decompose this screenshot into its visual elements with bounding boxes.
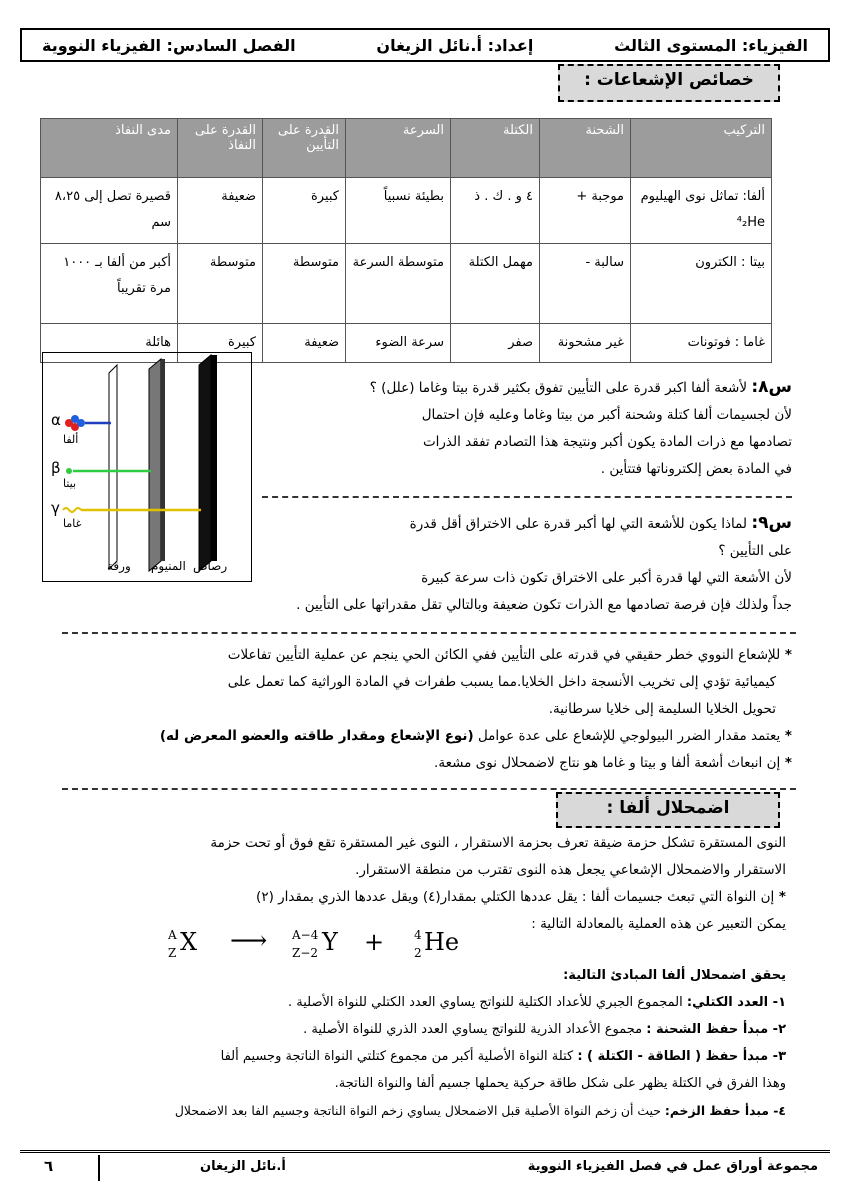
note-1-line: كيميائية تؤدي إلى تخريب الأنسجة داخل الخلايا.مما يسبب طفرات في المادة الوراثية كما تعمل على	[227, 674, 776, 690]
table-cell: غاما : فوتونات	[631, 324, 772, 363]
note-item: * إن انبعاث أشعة ألفا و بيتا و غاما هو نتاج لاضمحلال نوى مشعة.	[434, 755, 792, 771]
section-title-text: خصائص الإشعاعات :	[584, 70, 754, 90]
note-3-text: إن انبعاث أشعة ألفا و بيتا و غاما هو نتاج لاضمحلال نوى مشعة.	[434, 755, 781, 771]
principle-text: مجموع الأعداد الذرية للنواتج يساوي العدد الذري للنواة الأصلية .	[303, 1022, 643, 1037]
alpha-decay-line: * إن النواة التي تبعث جسيمات ألفا : يقل عددها الكتلي بمقدار(٤) ويقل عددها الذري بمقدار (٢)	[256, 889, 786, 905]
answer-9-line: جداً ولذلك فإن فرصة تصادمها مع الذرات تكون ضعيفة وبالتالي تقل مقدراتها على التأيين .	[296, 597, 792, 613]
atomic-number: 2	[414, 946, 422, 960]
atomic-number: Z−2	[292, 946, 319, 960]
note-1-line: للإشعاع النووي خطر حقيقي في قدرته على التأيين ففي الكائن الحي ينجم عن عملية التأيين تفاعلات	[227, 647, 781, 663]
reaction-arrow-icon: ⟶	[230, 926, 268, 956]
table-cell: موجبة +	[540, 178, 631, 244]
table-header-cell: التركيب	[631, 119, 772, 178]
question-8-block	[262, 374, 792, 483]
table-cell: سرعة الضوء	[346, 324, 451, 363]
question-8-label: س٨:	[751, 377, 792, 397]
gamma-symbol: γ	[51, 499, 60, 517]
table-cell: أكبر من ألفا بـ ١٠٠٠ مرة تقريباً	[41, 244, 178, 324]
table-header-cell: القدرة على النفاذ	[178, 119, 263, 178]
question-8-line	[262, 374, 792, 402]
table-cell: بطيئة نسبياً	[346, 178, 451, 244]
note-1-line: تحويل الخلايا السليمة إلى خلايا سرطانية.	[548, 701, 776, 717]
author-name: إعداد: أ.نائل الزيغان	[376, 35, 534, 55]
beta-symbol: β	[51, 459, 61, 477]
table-cell: صفر	[451, 324, 540, 363]
parent-nucleus	[168, 928, 198, 960]
principle-label: ٢- مبدأ حفظ الشحنة :	[646, 1022, 786, 1037]
plus-sign: +	[364, 928, 385, 956]
table-cell: ضعيفة	[263, 324, 346, 363]
alpha-symbol: α	[51, 411, 61, 429]
question-8-text: لأشعة ألفا اكبر قدرة على التأيين تفوق بكثير قدرة بيتا وغاما (علل) ؟	[369, 380, 748, 396]
table-cell: مهمل الكتلة	[451, 244, 540, 324]
table-cell: غير مشحونة	[540, 324, 631, 363]
table-row	[41, 244, 772, 324]
alpha-decay-line: النوى المستقرة تشكل حزمة ضيقة تعرف بحزمة الاستقرار ، النوى غير المستقرة تقع فوق أو تحت حزمة	[210, 835, 786, 851]
table-header-cell: مدى النفاذ	[41, 119, 178, 178]
table-row	[41, 178, 772, 244]
note-2-emphasis: (نوع الإشعاع ومقدار طاقته والعضو المعرض له)	[159, 728, 474, 744]
section-title-alpha-decay	[556, 792, 780, 828]
table-cell: قصيرة تصل إلى ٨،٢٥ سم	[41, 178, 178, 244]
alpha-decay-line: الاستقرار والاضمحلال الإشعاعي يجعل هذه النوى تقترب من منطقة الاستقرار.	[355, 862, 786, 878]
table-cell: ٤ و . ك . ذ	[451, 178, 540, 244]
table-header-cell: الشحنة	[540, 119, 631, 178]
table-cell: هائلة	[41, 324, 178, 363]
element-symbol: Y	[322, 928, 338, 956]
paper-label: ورقة	[107, 559, 131, 573]
principles-block	[30, 962, 786, 1124]
principle-label: ١- العدد الكتلي:	[686, 995, 786, 1010]
principles-title: يحقق اضمحلال ألفا المبادئ التالية:	[563, 968, 786, 983]
alpha-label: ألفا	[63, 433, 79, 446]
question-9-block	[100, 510, 792, 619]
radiation-properties-table	[40, 118, 772, 363]
question-9-line	[100, 510, 792, 538]
principle-item	[30, 1097, 786, 1124]
alpha-decay-rule: إن النواة التي تبعث جسيمات ألفا : يقل عددها الكتلي بمقدار(٤) ويقل عددها الذري بمقدار (٢)	[256, 889, 775, 905]
principle-item	[30, 1043, 786, 1070]
mass-number: A	[168, 928, 177, 942]
question-9-label: س٩:	[751, 513, 792, 533]
note-item: * للإشعاع النووي خطر حقيقي في قدرته على التأيين ففي الكائن الحي ينجم عن عملية التأيين تفاعلات	[227, 647, 792, 663]
alpha-decay-intro	[30, 830, 786, 938]
atomic-number: Z	[168, 946, 177, 960]
table-header-cell: القدرة على التأيين	[263, 119, 346, 178]
level-label: الفيزياء: المستوى الثالث	[614, 35, 808, 55]
table-cell: متوسطة السرعة	[346, 244, 451, 324]
alpha-particle-nucleus	[414, 928, 460, 960]
table-cell: كبيرة	[263, 178, 346, 244]
question-9-text: لماذا يكون للأشعة التي لها أكبر قدرة على الاختراق أقل قدرة	[409, 516, 748, 532]
principle-text: حيث أن زخم النواة الأصلية قبل الاضمحلال يساوي زخم النواة الناتجة وجسيم الفا بعد الاضمحلال	[174, 1103, 661, 1118]
footer-title: مجموعة أوراق عمل في فصل الفيزياء النووية	[527, 1159, 818, 1174]
footer-divider	[98, 1155, 100, 1181]
notes-block	[60, 642, 792, 777]
principle-label: ٤- مبدأ حفظ الزخم:	[664, 1103, 786, 1118]
table-cell: سالبة -	[540, 244, 631, 324]
table-cell: متوسطة	[263, 244, 346, 324]
note-item: * يعتمد مقدار الضرر البيولوجي للإشعاع على عدة عوامل (نوع الإشعاع ومقدار طاقته والعضو المعرض له)	[159, 728, 792, 744]
section-title-text: اضمحلال ألفا :	[606, 798, 730, 818]
table-cell: متوسطة	[178, 244, 263, 324]
principle-item	[30, 1016, 786, 1043]
aluminum-label: المنيوم	[151, 559, 186, 573]
lead-label: رصاص	[193, 559, 228, 573]
alpha-particle-icon	[77, 419, 85, 427]
page-header	[20, 28, 830, 62]
daughter-nucleus	[292, 928, 338, 960]
mass-number: A−4	[292, 928, 319, 942]
table-cell: ألفا: تماثل نوى الهيليوم ⁴₂He	[631, 178, 772, 244]
page-number: ٦	[44, 1157, 54, 1175]
answer-8-line: لأن لجسيمات ألفا كتلة وشحنة أكبر من بيتا وغاما وعليه فإن احتمال	[421, 407, 792, 423]
mass-number: 4	[414, 928, 422, 942]
beta-particle-icon	[66, 468, 72, 474]
answer-8-line: في المادة بعض إلكتروناتها فتتأين .	[600, 461, 792, 477]
footer-author: أ.نائل الزيغان	[200, 1159, 286, 1174]
dashed-divider	[62, 788, 796, 790]
dashed-divider	[262, 496, 792, 498]
answer-8-line: تصادمها مع ذرات المادة يكون أكبر ونتيجة هذا التصادم تفقد الذرات	[422, 434, 792, 450]
principle-text: المجموع الجبري للأعداد الكتلية للنواتج يساوي العدد الكتلي للنواة الأصلية .	[288, 995, 683, 1010]
gamma-label: غاما	[63, 517, 82, 530]
principle-text: كتلة النواة الأصلية أكبر من مجموع كتلتي النواة الناتجة وجسيم ألفا	[220, 1049, 574, 1064]
chapter-title: الفصل السادس: الفيزياء النووية	[42, 35, 296, 55]
note-2-text: يعتمد مقدار الضرر البيولوجي للإشعاع على عدة عوامل	[477, 728, 781, 744]
beta-label: بيتا	[63, 477, 77, 490]
table-header-cell: الكتلة	[451, 119, 540, 178]
page-footer	[20, 1150, 830, 1183]
principle-item	[30, 989, 786, 1016]
table-header-cell: السرعة	[346, 119, 451, 178]
alpha-decay-line: يمكن التعبير عن هذه العملية بالمعادلة التالية :	[531, 916, 786, 932]
element-symbol: X	[180, 928, 198, 956]
element-symbol: He	[424, 928, 460, 956]
question-9-line: على التأيين ؟	[718, 543, 792, 559]
dashed-divider	[62, 632, 796, 634]
table-header-row	[41, 119, 772, 178]
section-title-radiation-properties	[558, 64, 780, 102]
table-cell: ضعيفة	[178, 178, 263, 244]
gamma-wave-icon	[63, 508, 81, 512]
table-cell: كبيرة	[178, 324, 263, 363]
principle-continuation: وهذا الفرق في الكتلة يظهر على شكل طاقة حركية يحملها جسيم ألفا والنواة الناتجة.	[334, 1076, 786, 1091]
principle-label: ٣- مبدأ حفظ ( الطاقة - الكتلة ) :	[577, 1049, 786, 1064]
answer-9-line: لأن الأشعة التي لها قدرة أكبر على الاختراق تكون ذات سرعة كبيرة	[421, 570, 792, 586]
table-cell: بيتا : الكترون	[631, 244, 772, 324]
